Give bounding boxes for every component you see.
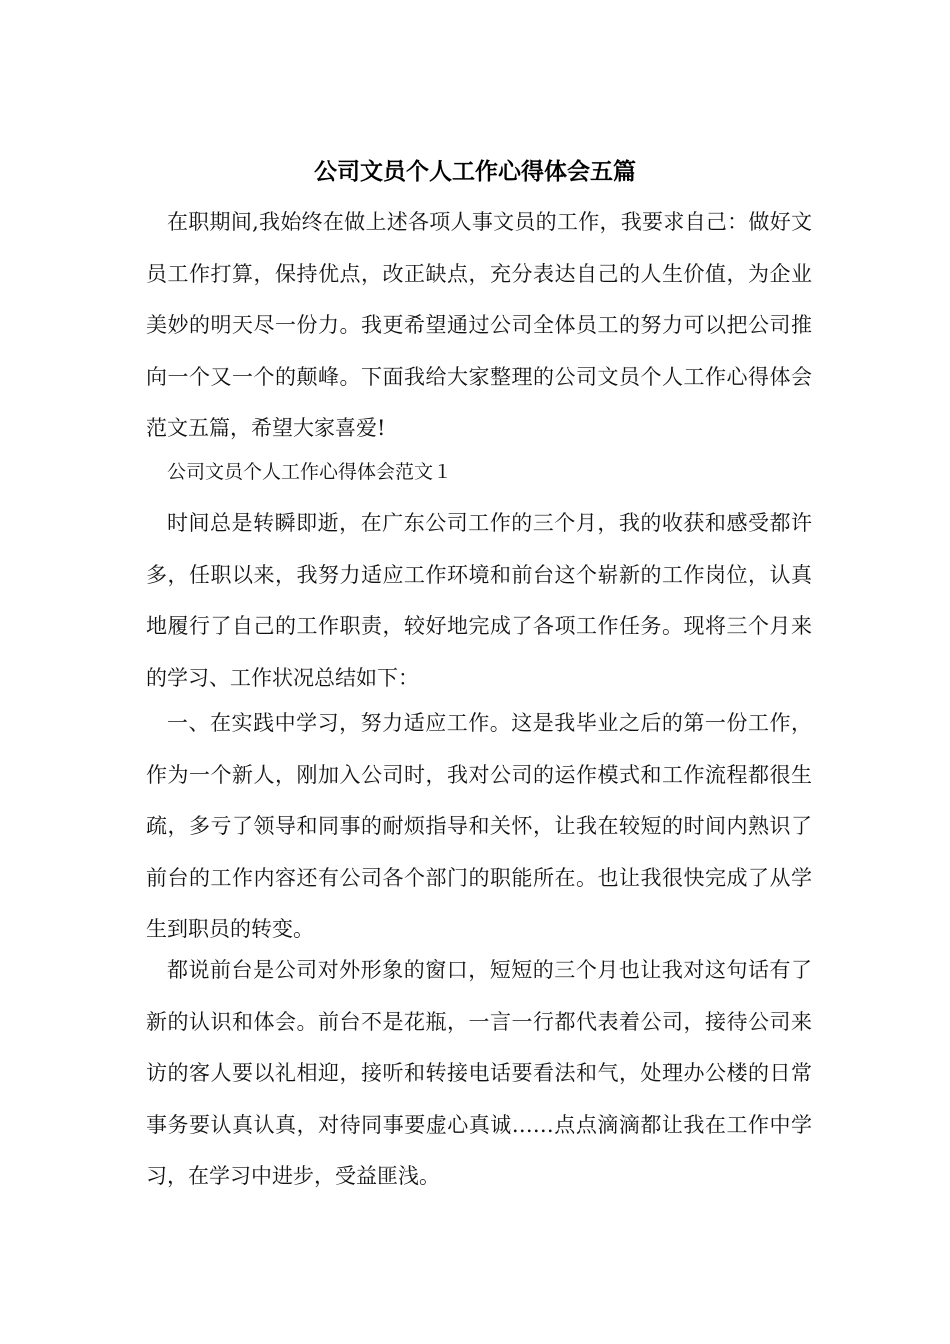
section-heading: 公司文员个人工作心得体会范文１ bbox=[167, 461, 453, 483]
body-paragraph: 时间总是转瞬即逝，在广东公司工作的三个月，我的收获和感受都许多，任职以来，我努力适应工作环境和前台这个崭新的工作岗位，认真地履行了自己的工作职责，较好地完成了各项工作任务。现将三个月来的学习、工作状况总结如下： bbox=[146, 511, 812, 690]
body-paragraph: 一、在实践中学习，努力适应工作。这是我毕业之后的第一份工作，作为一个新人，刚加入公司时，我对公司的运作模式和工作流程都很生疏，多亏了领导和同事的耐烦指导和关怀，让我在较短的时间内熟识了前台的工作内容还有公司各个部门的职能所在。也让我很快完成了从学生到职员的转变。 bbox=[146, 711, 812, 941]
intro-paragraph: 在职期间,我始终在做上述各项人事文员的工作，我要求自己：做好文员工作打算，保持优点，改正缺点，充分表达自己的人生价值，为企业美妙的明天尽一份力。我更希望通过公司全体员工的努力可以把公司推向一个又一个的颠峰。下面我给大家整理的公司文员个人工作心得体会范文五篇，希望大家喜爱! bbox=[146, 210, 812, 440]
body-paragraph: 都说前台是公司对外形象的窗口，短短的三个月也让我对这句话有了新的认识和体会。前台不是花瓶，一言一行都代表着公司，接待公司来访的客人要以礼相迎，接听和转接电话要看法和气，处理办公楼的日常事务要认真认真，对待同事要虚心真诚……点点滴滴都让我在工作中学习，在学习中进步，受益匪浅。 bbox=[146, 958, 812, 1188]
document-title: 公司文员个人工作心得体会五篇 bbox=[314, 159, 636, 185]
